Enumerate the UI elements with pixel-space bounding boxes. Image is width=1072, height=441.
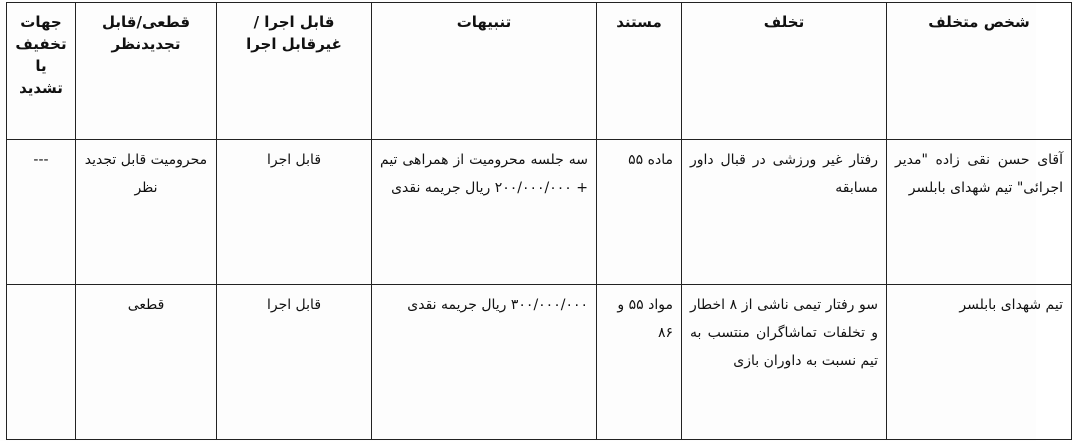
cell-executable: قابل اجرا	[217, 285, 372, 440]
header-person: شخص متخلف	[887, 3, 1072, 140]
table-row	[7, 140, 1072, 285]
cell-final: قطعی	[76, 285, 217, 440]
cell-penalties: ۳۰۰/۰۰۰/۰۰۰ ریال جریمه نقدی	[372, 285, 597, 440]
cell-reduction	[7, 285, 76, 440]
cell-offense: رفتار غیر ورزشی در قبال داور مسابقه	[682, 140, 887, 285]
header-executable: قابل اجرا /غیرقابل اجرا	[217, 3, 372, 140]
cell-penalties: سه جلسه محرومیت از همراهی تیم + ۲۰۰/۰۰۰/۰۰۰ ریال جریمه نقدی	[372, 140, 597, 285]
header-document: مستند	[597, 3, 682, 140]
header-offense: تخلف	[682, 3, 887, 140]
cell-document: مواد ۵۵ و ۸۶	[597, 285, 682, 440]
header-penalties: تنبیهات	[372, 3, 597, 140]
table-header-row	[7, 3, 1072, 140]
table-row	[7, 285, 1072, 440]
cell-offense: سو رفتار تیمی ناشی از ۸ اخطار و تخلفات تماشاگران منتسب به تیم نسبت به داوران بازی	[682, 285, 887, 440]
cell-person: آقای حسن نقی زاده "مدیر اجرائی" تیم شهدای بابلسر	[887, 140, 1072, 285]
cell-reduction: ---	[7, 140, 76, 285]
cell-executable: قابل اجرا	[217, 140, 372, 285]
header-final: قطعی/قابل تجدیدنظر	[76, 3, 217, 140]
cell-document: ماده ۵۵	[597, 140, 682, 285]
disciplinary-verdicts-table	[6, 2, 1072, 440]
cell-person: تیم شهدای بابلسر	[887, 285, 1072, 440]
header-reduction: جهات تخفیف یا تشدید	[7, 3, 76, 140]
cell-final: محرومیت قابل تجدید نظر	[76, 140, 217, 285]
